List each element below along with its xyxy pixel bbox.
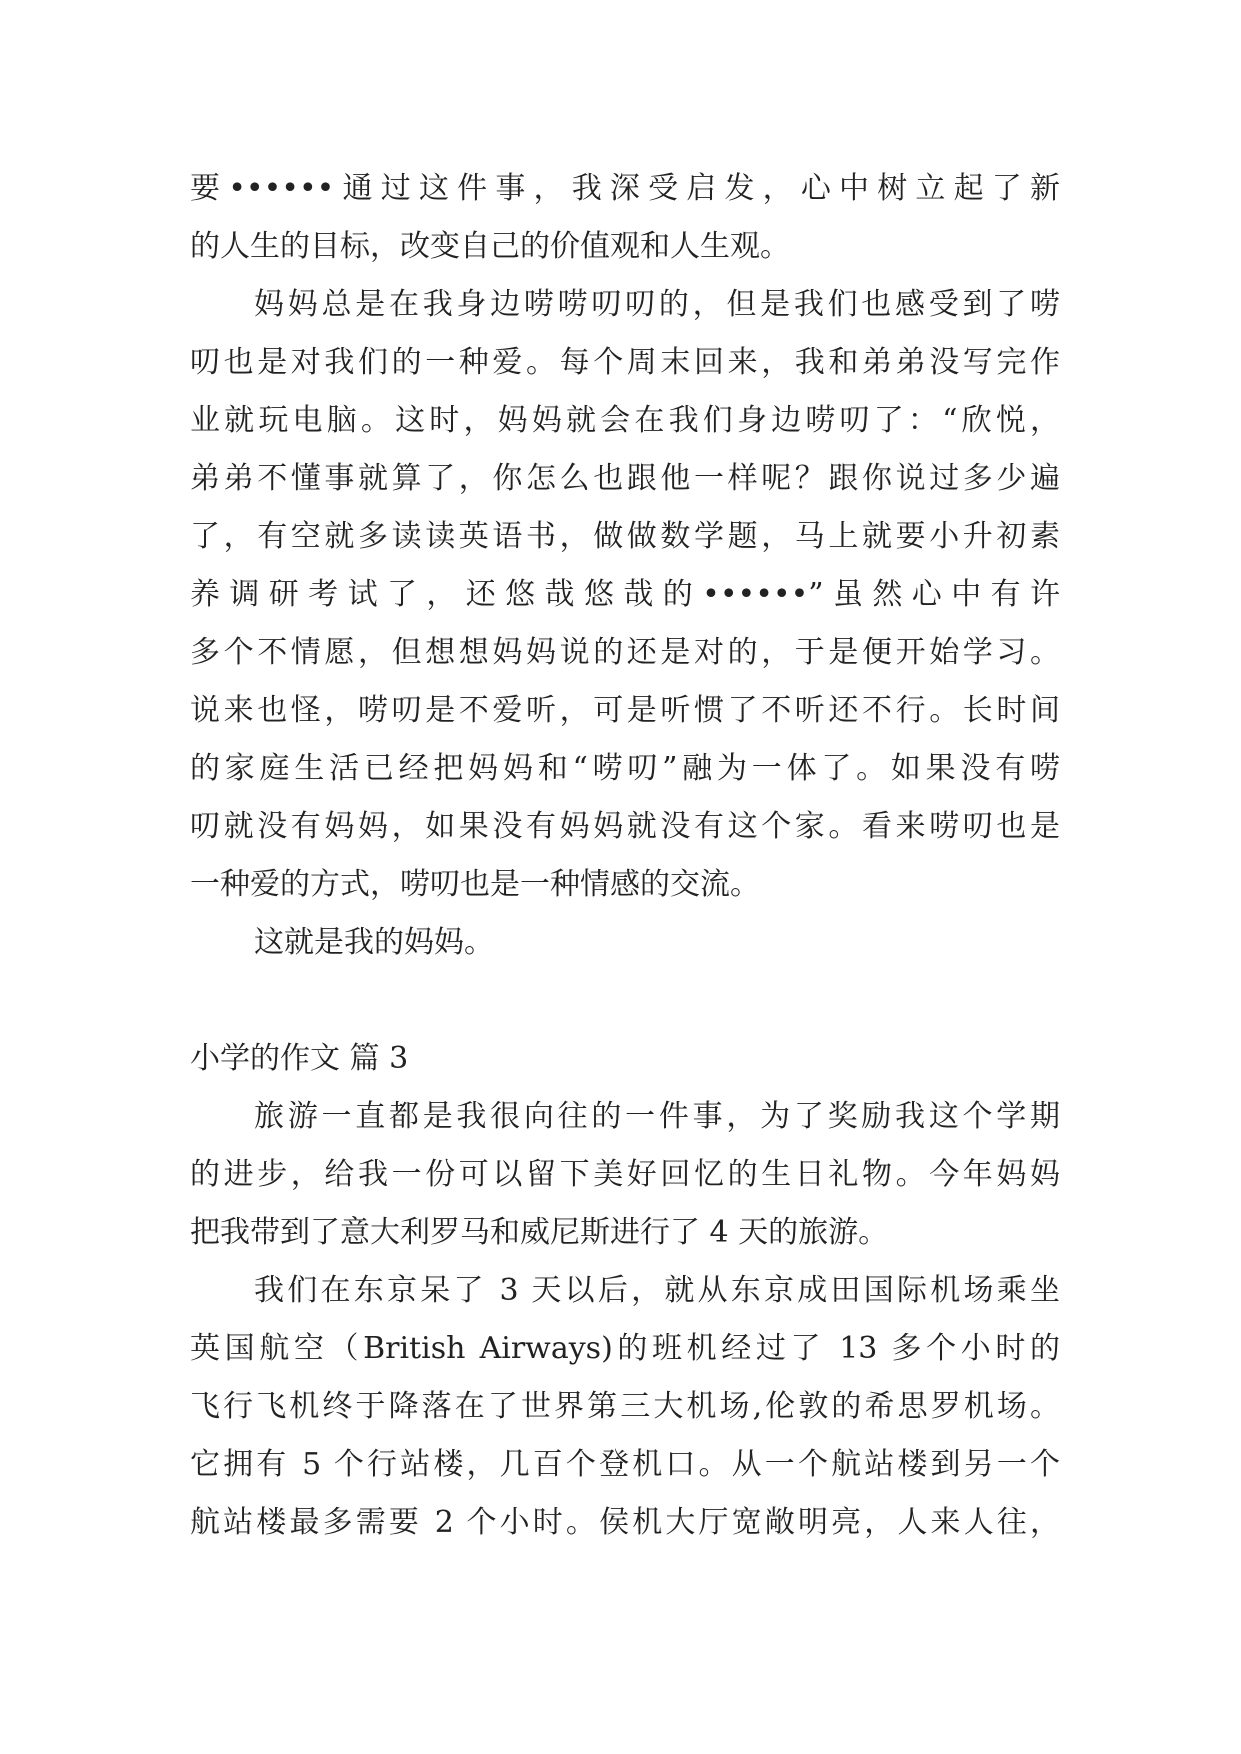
text-line: 的人生的目标，改变自己的价值观和人生观。 — [190, 229, 790, 264]
text-line: 多个不情愿，但想想妈妈说的还是对的，于是便开始学习。 — [190, 635, 1060, 670]
paragraph-start-line: 旅游一直都是我很向往的一件事，为了奖励我这个学期 — [254, 1099, 1060, 1134]
text-line: 弟弟不懂事就算了，你怎么也跟他一样呢？跟你说过多少遍 — [190, 461, 1060, 496]
text-line: 把我带到了意大利罗马和威尼斯进行了 4 天的旅游。 — [190, 1215, 889, 1250]
paragraph-start-line: 妈妈总是在我身边唠唠叨叨的，但是我们也感受到了唠 — [254, 287, 1060, 322]
text-line: 业就玩电脑。这时，妈妈就会在我们身边唠叨了：“欣悦， — [190, 403, 1060, 438]
paragraph-start-line: 我们在东京呆了 3 天以后，就从东京成田国际机场乘坐 — [254, 1273, 1060, 1308]
text-line: 它拥有 5 个行站楼，几百个登机口。从一个航站楼到另一个 — [190, 1447, 1060, 1482]
paragraph-start-line: 这就是我的妈妈。 — [254, 925, 494, 960]
text-line: 了，有空就多读读英语书，做做数学题，马上就要小升初素 — [190, 519, 1060, 554]
text-line: 英国航空（British Airways)的班机经过了 13 多个小时的 — [190, 1331, 1060, 1366]
text-line: 叨就没有妈妈，如果没有妈妈就没有这个家。看来唠叨也是 — [190, 809, 1060, 844]
section-title: 小学的作文 篇 3 — [190, 1041, 409, 1076]
text-line: 航站楼最多需要 2 个小时。侯机大厅宽敞明亮，人来人往， — [190, 1505, 1060, 1540]
text-line: 飞行飞机终于降落在了世界第三大机场,伦敦的希思罗机场。 — [190, 1389, 1060, 1424]
text-line: 的进步，给我一份可以留下美好回忆的生日礼物。今年妈妈 — [190, 1157, 1060, 1192]
text-line: 的家庭生活已经把妈妈和“唠叨”融为一体了。如果没有唠 — [190, 751, 1060, 786]
text-line: 养调研考试了，还悠哉悠哉的••••••”虽然心中有许 — [190, 577, 1060, 612]
text-line: 说来也怪，唠叨是不爱听，可是听惯了不听还不行。长时间 — [190, 693, 1060, 728]
text-line: 一种爱的方式，唠叨也是一种情感的交流。 — [190, 867, 760, 902]
text-line: 叨也是对我们的一种爱。每个周末回来，我和弟弟没写完作 — [190, 345, 1060, 380]
text-line: 要••••••通过这件事，我深受启发，心中树立起了新 — [190, 171, 1060, 206]
